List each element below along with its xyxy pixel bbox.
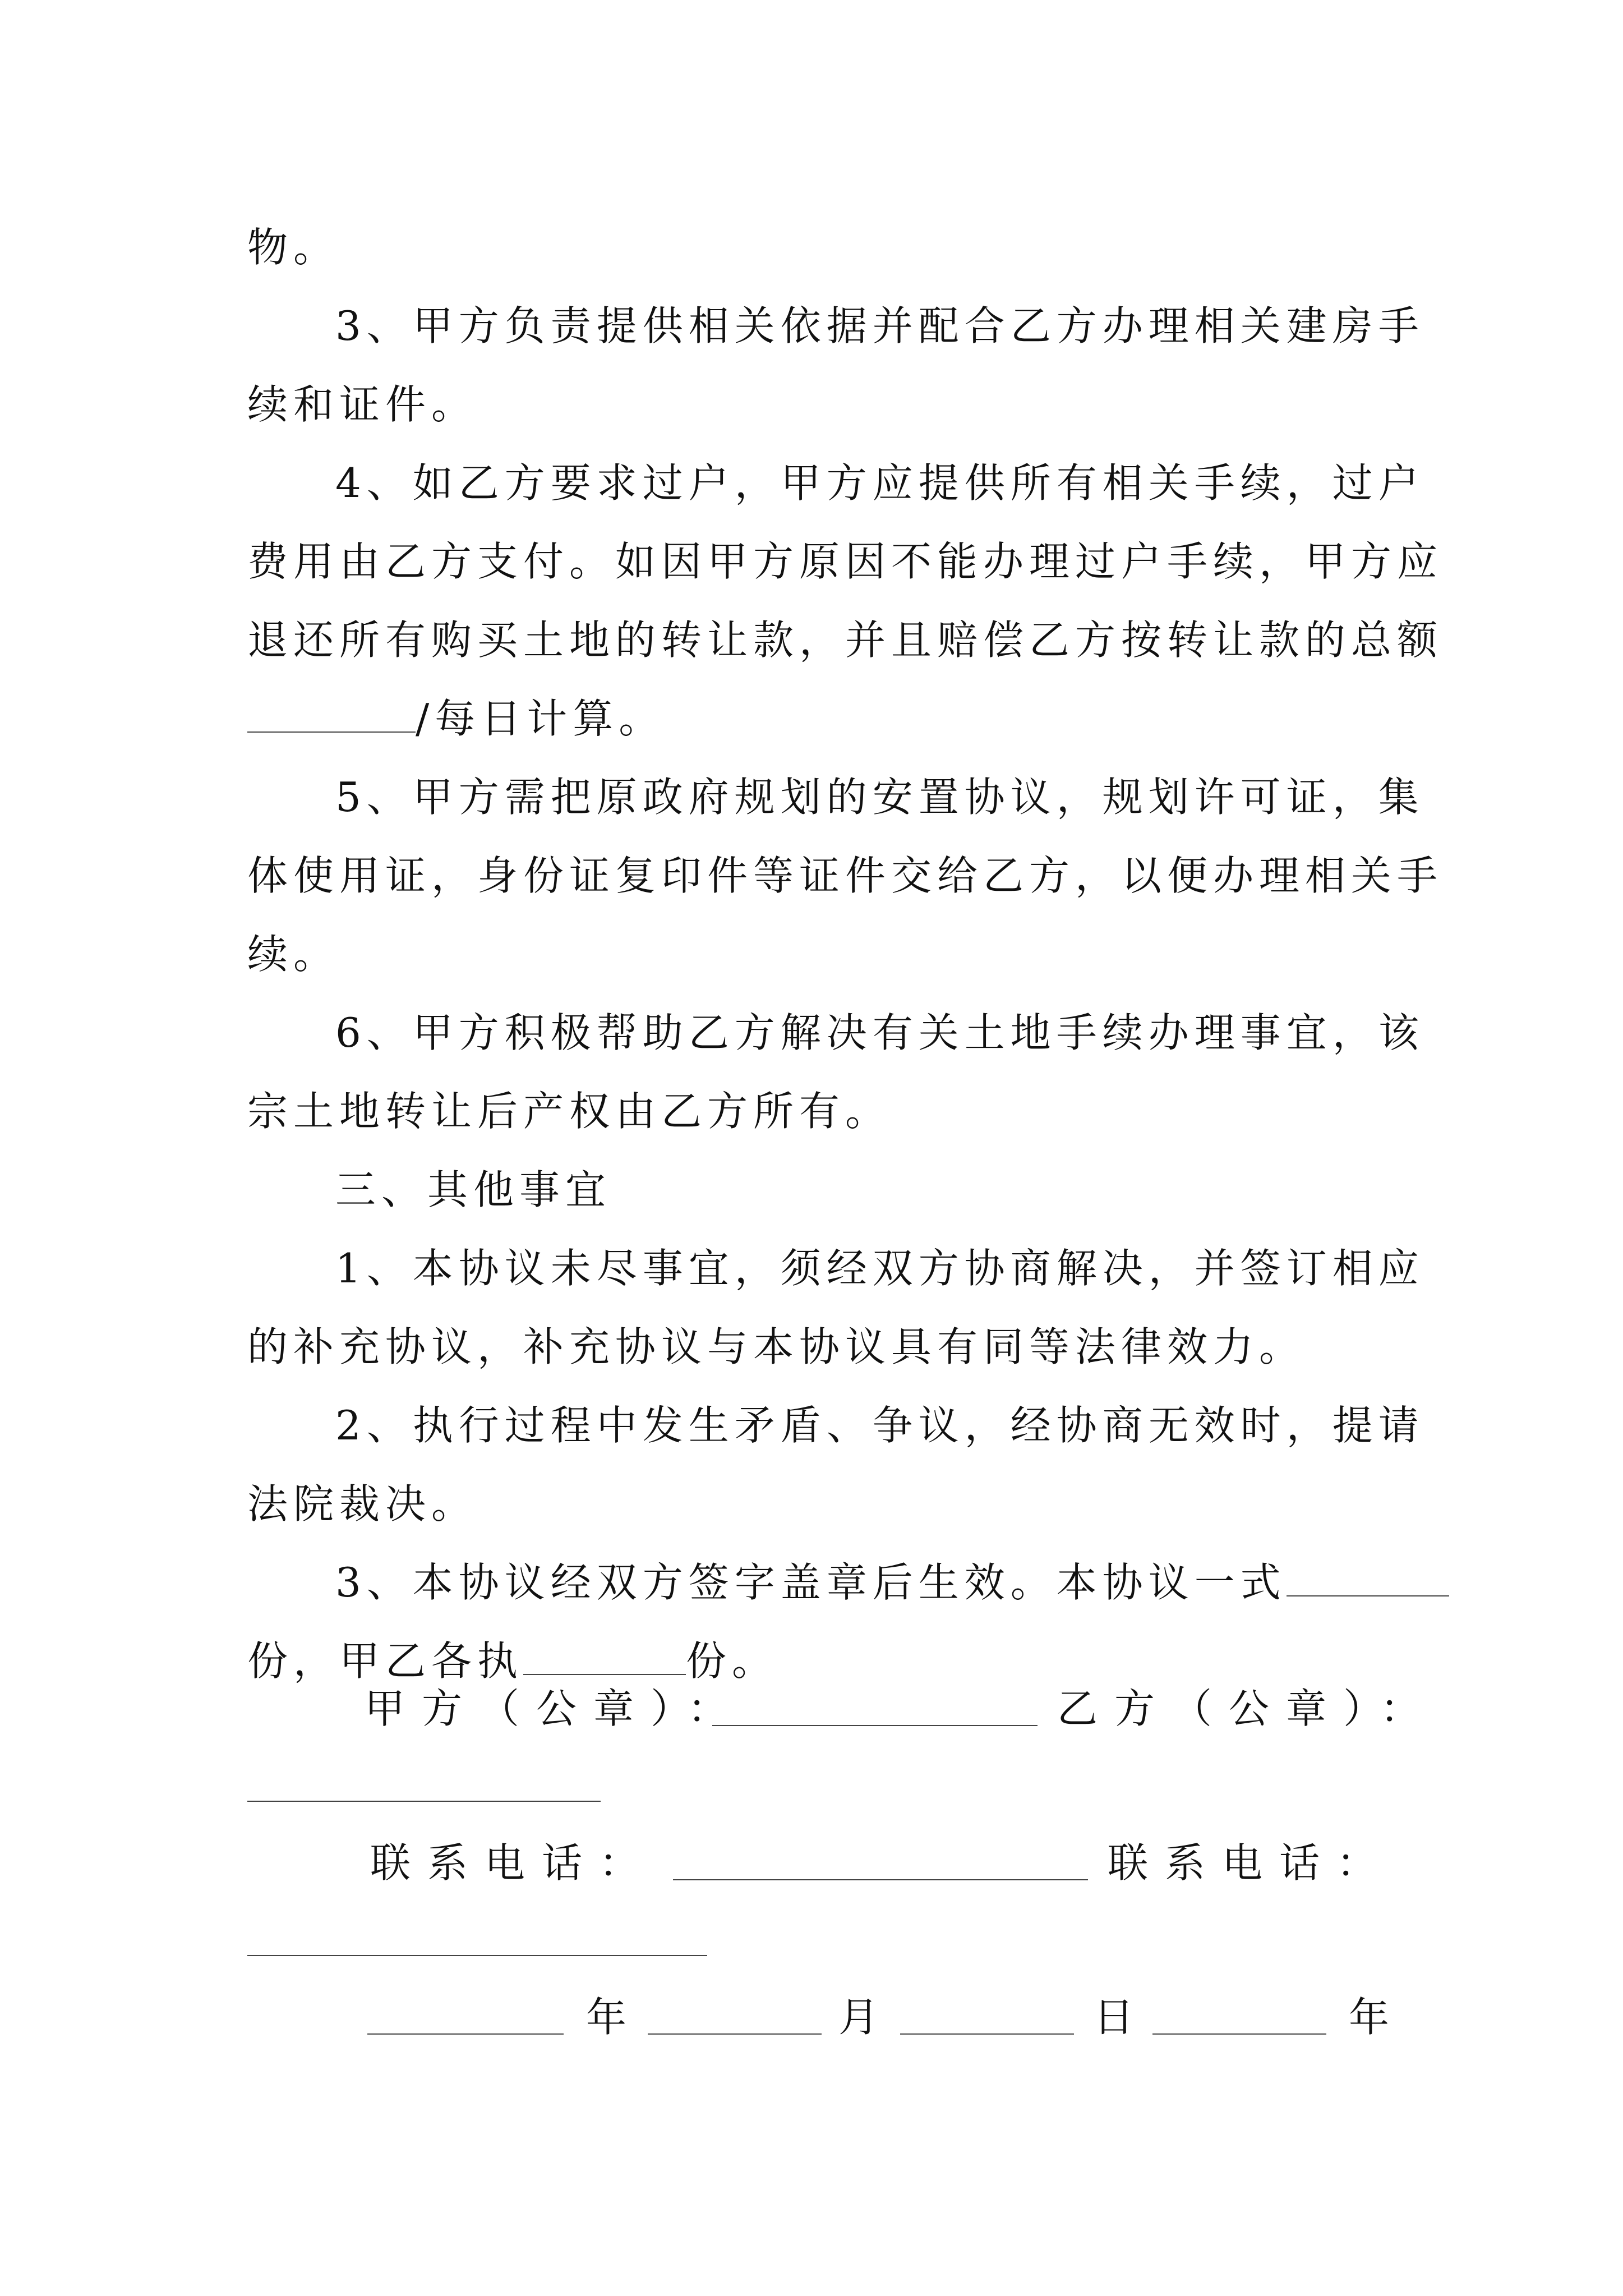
party-b-label: 乙方（公章）： bbox=[1057, 1685, 1438, 1732]
year2-label: 年 bbox=[1349, 1994, 1390, 2041]
clause-4-line-2: 费用由乙方支付。如因甲方原因不能办理过户手续，甲方应 bbox=[247, 538, 1444, 585]
paragraph-line: 物。 bbox=[247, 224, 340, 271]
clause-4-line-1: 4、如乙方要求过户，甲方应提供所有相关手续，过户 bbox=[335, 459, 1424, 507]
other-3-text-2: 份，甲乙各执 bbox=[247, 1637, 524, 1685]
month-label: 月 bbox=[838, 1994, 879, 2041]
clause-4-line-4 bbox=[247, 695, 665, 742]
clause-4-text: /每日计算。 bbox=[416, 695, 665, 742]
fill-in-blank[interactable] bbox=[247, 699, 416, 733]
year2-blank[interactable] bbox=[1152, 2033, 1326, 2035]
section-heading: 三、其他事宜 bbox=[335, 1166, 612, 1213]
clause-5-line-2: 体使用证，身份证复印件等证件交给乙方，以便办理相关手 bbox=[247, 852, 1444, 899]
party-a-blank[interactable] bbox=[712, 1725, 1038, 1726]
phone-a-label: 联系电话： bbox=[370, 1839, 657, 1887]
phone-a-blank[interactable] bbox=[673, 1879, 1088, 1880]
clause-5-line-3: 续。 bbox=[247, 931, 340, 978]
clause-4-line-3: 退还所有购买土地的转让款，并且赔偿乙方按转让款的总额 bbox=[247, 616, 1444, 664]
other-2-line-2: 法院裁决。 bbox=[247, 1480, 478, 1527]
other-3-text-3: 份。 bbox=[686, 1637, 778, 1685]
party-b-blank[interactable] bbox=[247, 1801, 601, 1802]
clause-3-line-1: 3、甲方负责提供相关依据并配合乙方办理相关建房手 bbox=[335, 302, 1424, 349]
clause-3-line-2: 续和证件。 bbox=[247, 381, 478, 428]
day-blank[interactable] bbox=[900, 2033, 1074, 2035]
copies-blank[interactable] bbox=[1287, 1563, 1449, 1596]
phone-b-label: 联系电话： bbox=[1108, 1839, 1394, 1887]
each-copies-blank[interactable] bbox=[523, 1641, 686, 1675]
clause-6-line-1: 6、甲方积极帮助乙方解决有关土地手续办理事宜，该 bbox=[335, 1009, 1424, 1056]
other-3-line-1 bbox=[335, 1559, 1449, 1606]
other-1-line-2: 的补充协议，补充协议与本协议具有同等法律效力。 bbox=[247, 1323, 1306, 1370]
clause-5-line-1: 5、甲方需把原政府规划的安置协议，规划许可证，集 bbox=[335, 774, 1424, 821]
other-2-line-1: 2、执行过程中发生矛盾、争议，经协商无效时，提请 bbox=[335, 1402, 1424, 1449]
other-3-line-2 bbox=[247, 1637, 778, 1685]
month-blank[interactable] bbox=[648, 2033, 822, 2035]
day-label: 日 bbox=[1094, 1994, 1135, 2041]
phone-b-blank[interactable] bbox=[247, 1955, 707, 1956]
other-3-text: 3、本协议经双方签字盖章后生效。本协议一式 bbox=[335, 1559, 1287, 1606]
year-label: 年 bbox=[586, 1994, 627, 2041]
other-1-line-1: 1、本协议未尽事宜，须经双方协商解决，并签订相应 bbox=[335, 1245, 1424, 1292]
year-blank[interactable] bbox=[367, 2033, 564, 2035]
clause-6-line-2: 宗土地转让后产权由乙方所有。 bbox=[247, 1088, 892, 1135]
party-a-label: 甲方（公章）： bbox=[365, 1685, 745, 1732]
